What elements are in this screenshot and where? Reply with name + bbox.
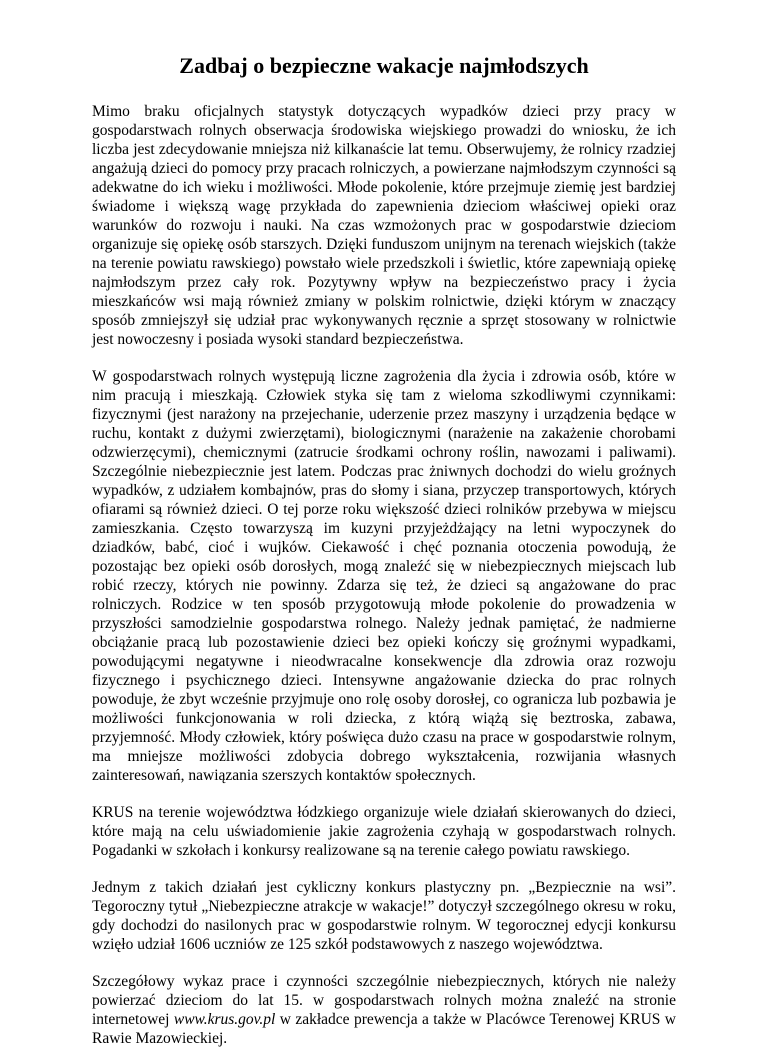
paragraph-3: KRUS na terenie województwa łódzkiego organizuje wiele działań skierowanych do dzieci, które mają na celu uświadomienie jakie zagrożenia czyhają w gospodarstwach rolnych. Pogadanki w szkołach i konkursy realizowane są na terenie całego powiatu rawskiego.	[92, 804, 676, 859]
paragraph-5	[92, 972, 676, 1048]
paragraph-4: Jednym z takich działań jest cykliczny konkurs plastyczny pn. „Bezpiecznie na wsi”. Tegoroczny tytuł „Niebezpieczne atrakcje w wakacje!” dotyczył szczególnego okresu w roku, gdy dochodzi do nasilonych prac w gospodarstwie rolnym. W tegorocznej edycji konkursu wzięło udział 1606 uczniów ze 125 szkół podstawowych z naszego województwa.	[92, 879, 676, 953]
document-title: Zadbaj o bezpieczne wakacje najmłodszych	[179, 53, 589, 78]
paragraph-1: Mimo braku oficjalnych statystyk dotyczących wypadków dzieci przy pracy w gospodarstwach rolnych obserwacja środowiska wiejskiego prowadzi do wniosku, że ich liczba jest zdecydowanie mniejsza niż kilkanaście lat temu. Obserwujemy, że rolnicy rzadziej angażują dzieci do pomocy przy pracach rolniczych, a powierzane najmłodszym czynności są adekwatne do ich wieku i możliwości. Młode pokolenie, które przejmuje ziemię jest bardziej świadome i większą wagę przykłada do zapewnienia dzieciom właściwej opieki oraz warunków do rozwoju i nauki. Na czas wzmożonych prac w gospodarstwie dzieciom organizuje się opiekę osób starszych. Dzięki funduszom unijnym na terenach wiejskich (także na terenie powiatu rawskiego) powstało wiele przedszkoli i świetlic, które zapewniają opiekę najmłodszym przez cały rok. Pozytywny wpływ na bezpieczeństwo pracy i życia mieszkańców wsi mają również zmiany w polskim rolnictwie, dzięki którym w znaczący sposób zmniejszył się udział prac wykonywanych ręcznie a sprzęt stosowany w rolnictwie jest nowoczesny i posiada wysoki standard bezpieczeństwa.	[92, 103, 676, 348]
paragraph-5-text-before: Szczegółowy wykaz prace i czynności szczególnie niebezpiecznych, których nie należy powierzać dzieciom do lat 15. w gospodarstwach rolnych można znaleźć na stronie internetowej	[92, 973, 676, 1028]
krus-website-link[interactable]: www.krus.gov.pl	[173, 1011, 276, 1028]
paragraph-5-text-after: w zakładce prewencja a także w Placówce Terenowej KRUS w Rawie Mazowieckiej.	[92, 1011, 676, 1047]
paragraph-2: W gospodarstwach rolnych występują liczne zagrożenia dla życia i zdrowia osób, które w nim pracują i mieszkają. Człowiek styka się tam z wieloma szkodliwymi czynnikami: fizycznymi (jest narażony na przejechanie, uderzenie przez maszyny i urządzenia będące w ruchu, kontakt z dużymi zwierzętami), biologicznymi (narażenie na zakażenie chorobami odzwierzęcymi), chemicznymi (zatrucie środkami ochrony roślin, nawozami i paliwami). Szczególnie niebezpiecznie jest latem. Podczas prac żniwnych dochodzi do wielu groźnych wypadków, z udziałem kombajnów, pras do słomy i siana, przyczep transportowych, których ofiarami są również dzieci. O tej porze roku większość dzieci rolników przebywa w miejscu zamieszkania. Często towarzyszą im kuzyni przyjeżdżający na letni wypoczynek do dziadków, babć, cioć i wujków. Ciekawość i chęć poznania otoczenia powodują, że pozostając bez opieki osób dorosłych, mogą znaleźć się w niebezpiecznych miejscach lub robić rzeczy, których nie powinny. Zdarza się też, że dzieci są angażowane do prac rolniczych. Rodzice w ten sposób przygotowują młode pokolenie do prowadzenia w przyszłości samodzielnie gospodarstwa rolnego. Należy jednak pamiętać, że nadmierne obciążanie pracą lub pozostawienie dzieci bez opieki kończy się groźnymi wypadkami, powodującymi negatywne i nieodwracalne konsekwencje dla zdrowia oraz rozwoju fizycznego i psychicznego dzieci. Intensywne angażowanie dziecka do prac rolnych powoduje, że zbyt wcześnie przyjmuje ono rolę osoby dorosłej, co ogranicza lub pozbawia je możliwości funkcjonowania w roli dziecka, z którą wiążą się beztroska, zabawa, przyjemność. Młody człowiek, który poświęca dużo czasu na prace w gospodarstwie rolnym, ma mniejsze możliwości zdobycia dobrego wykształcenia, rozwijania własnych zainteresowań, nawiązania szerszych kontaktów społecznych.	[92, 368, 676, 784]
